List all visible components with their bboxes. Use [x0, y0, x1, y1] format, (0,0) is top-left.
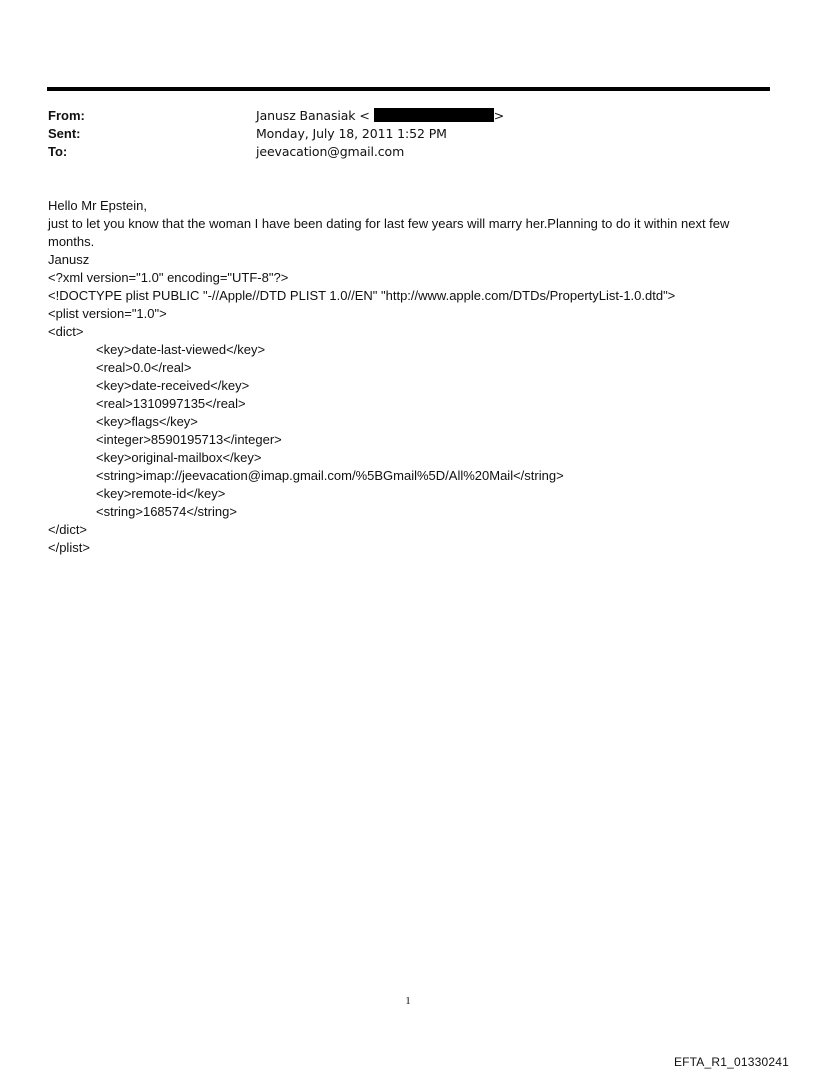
plist-line: <key>remote-id</key>: [96, 486, 226, 501]
plist-line: <real>0.0</real>: [96, 360, 192, 375]
from-value: [256, 107, 504, 125]
plist-line: <key>flags</key>: [96, 414, 198, 429]
sent-label: Sent:: [48, 126, 81, 141]
plist-line: <real>1310997135</real>: [96, 396, 246, 411]
from-value-end: >: [493, 108, 505, 123]
plist-line: <string>168574</string>: [96, 504, 237, 519]
to-label: To:: [48, 144, 68, 159]
from-value-text: Janusz Banasiak <: [256, 108, 370, 123]
plist-line: <key>date-received</key>: [96, 378, 250, 393]
plist-line: <key>date-last-viewed</key>: [96, 342, 266, 357]
bates-number: EFTA_R1_01330241: [673, 1055, 789, 1069]
plist-line: <plist version="1.0">: [48, 306, 167, 321]
sent-row: [48, 125, 768, 143]
sent-value: Monday, July 18, 2011 1:52 PM: [256, 126, 447, 141]
from-label: From:: [48, 108, 85, 123]
plist-line: <!DOCTYPE plist PUBLIC "-//Apple//DTD PLIST 1.0//EN" "http://www.apple.com/DTDs/PropertyList-1.0.dtd">: [48, 288, 676, 303]
plist-line: <integer>8590195713</integer>: [96, 432, 282, 447]
email-body: [48, 197, 773, 557]
page-number: 1: [405, 995, 411, 1007]
plist-line: <dict>: [48, 324, 84, 339]
to-value: jeevacation@gmail.com: [256, 144, 405, 159]
signature: Janusz: [48, 252, 90, 267]
plist-line: <?xml version="1.0" encoding="UTF-8"?>: [48, 270, 289, 285]
email-header: [48, 107, 768, 161]
plist-line: <key>original-mailbox</key>: [96, 450, 262, 465]
greeting: Hello Mr Epstein,: [48, 198, 147, 213]
header-rule: [47, 87, 770, 91]
redaction-block: [374, 108, 494, 122]
message-text: just to let you know that the woman I have been dating for last few years will marry her.Planning to do it within next few months.: [48, 216, 730, 249]
from-row: [48, 107, 768, 125]
plist-line: </dict>: [48, 522, 88, 537]
to-row: [48, 143, 768, 161]
plist-line: <string>imap://jeevacation@imap.gmail.com/%5BGmail%5D/All%20Mail</string>: [96, 468, 564, 483]
plist-line: </plist>: [48, 540, 90, 555]
